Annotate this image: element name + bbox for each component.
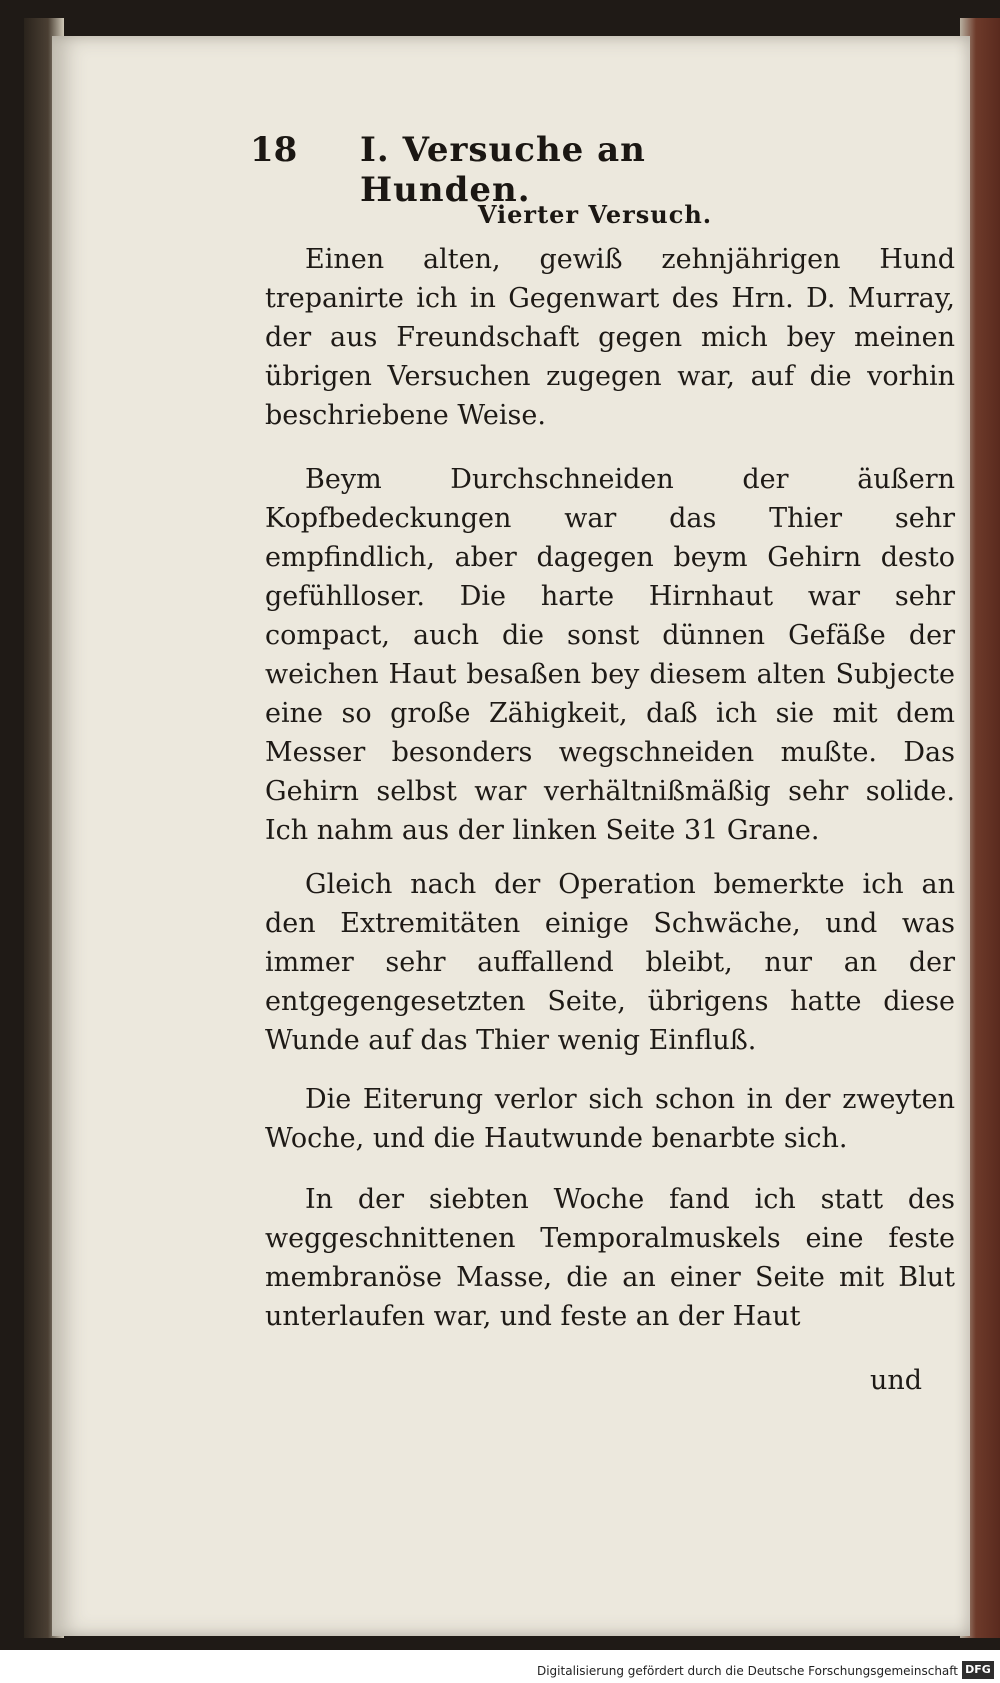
- running-title: I. Versuche an Hunden.: [360, 130, 646, 210]
- paragraph-1: Einen alten, gewiß zehnjährigen Hund trepanirte ich in Gegenwart des Hrn. D. Murray, der aus Freundschaft gegen mich bey meinen übrigen Versuchen zugegen war, auf die vorhin beschriebene Weise.: [265, 244, 955, 431]
- page-number: 18: [250, 130, 298, 170]
- paragraph-4: Die Eiterung verlor sich schon in der zweyten Woche, und die Hautwunde benarbte sich.: [265, 1084, 955, 1154]
- running-head: [250, 130, 810, 210]
- footer-bar: [0, 1650, 1000, 1683]
- paragraph-3: Gleich nach der Operation bemerkte ich an den Extremitäten einige Schwäche, und was immer sehr auffallend bleibt, nur an der entgegengesetzten Seite, übrigens hatte diese Wunde auf das Thier wenig Einfluß.: [265, 869, 955, 1056]
- funding-credit: Digitalisierung gefördert durch die Deutsche Forschungsgemeinschaft: [536, 1664, 958, 1678]
- catchword: und: [870, 1365, 923, 1396]
- paragraph-5: In der siebten Woche fand ich statt des weggeschnittenen Temporalmuskels eine feste membranöse Masse, die an einer Seite mit Blut unterlaufen war, und feste an der Haut: [265, 1184, 955, 1332]
- section-heading: Vierter Versuch.: [477, 200, 713, 229]
- paragraph-2: Beym Durchschneiden der äußern Kopfbedeckungen war das Thier sehr empfindlich, aber dagegen beym Gehirn desto gefühlloser. Die harte Hirnhaut war sehr compact, auch die sonst dünnen Gefäße der weichen Haut besaßen bey diesem alten Subjecte eine so große Zähigkeit, daß ich sie mit dem Messer besonders wegschneiden mußte. Das Gehirn selbst war verhältnißmäßig sehr solide. Ich nahm aus der linken Seite 31 Grane.: [265, 464, 955, 846]
- dfg-logo-icon: DFG: [962, 1661, 994, 1679]
